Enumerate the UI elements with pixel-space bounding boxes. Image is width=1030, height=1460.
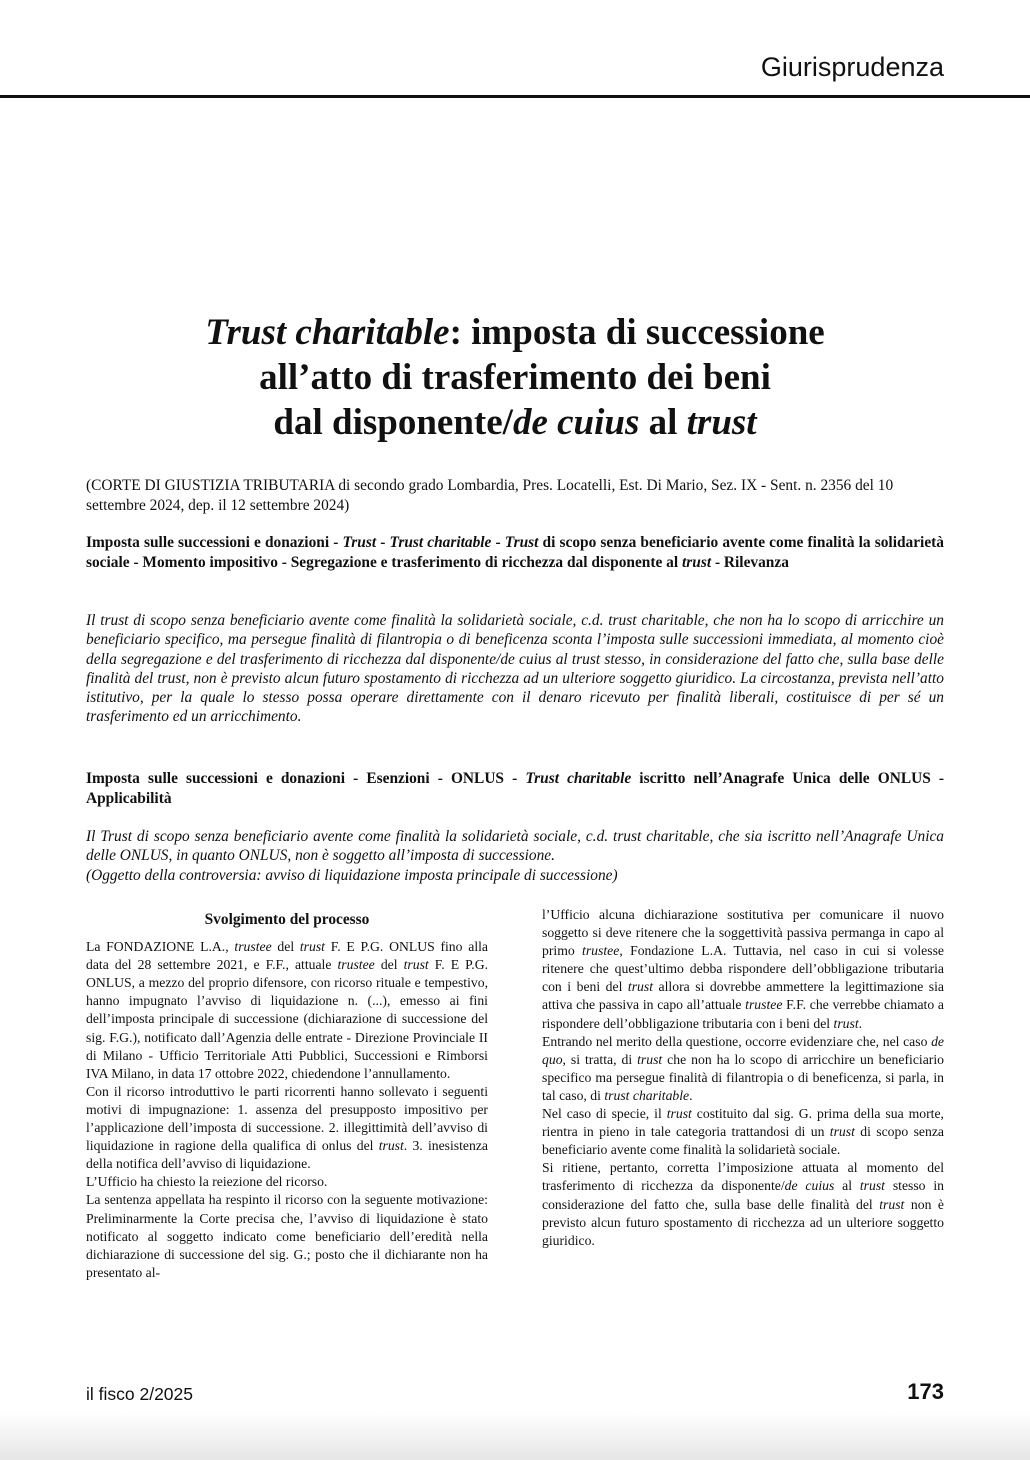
text-run: trust bbox=[637, 1051, 663, 1067]
text-run: trustee bbox=[582, 943, 620, 959]
keywords-2 bbox=[86, 769, 944, 808]
court-reference: (CORTE DI GIUSTIZIA TRIBUTARIA di secondo grado Lombardia, Pres. Locatelli, Est. Di Mario, Sez. IX - Sent. n. 2356 del 10 settembre 2024, dep. il 12 settembre 2024) bbox=[86, 477, 894, 514]
text-run: de quo bbox=[542, 1033, 944, 1067]
text-run: stesso in considerazione del fatto che, sulla base delle finalità del bbox=[542, 1178, 945, 1212]
text-run: trust bbox=[829, 1124, 855, 1140]
keyword-run: Imposta sulle successioni e donazioni - Esenzioni - ONLUS - bbox=[86, 770, 526, 787]
text-run: . bbox=[689, 1087, 693, 1103]
title-run: al bbox=[639, 402, 687, 443]
text-run: trust bbox=[378, 1138, 404, 1154]
text-run: Con il ricorso introduttivo le parti ricorrenti hanno sollevato i seguenti motivi di impugnazione: 1. assenza del presupposto impositivo per l’applicazione dell’imposta di successione. 2. illegittimità dell’avviso di liquidazione in ragione della qualifica di onlus del bbox=[86, 1083, 488, 1154]
text-run: allora si dovrebbe ammettere la legittimazione sia attiva che passiva in capo all’attuale bbox=[542, 979, 944, 1013]
keyword-run: Trust bbox=[504, 534, 539, 551]
keyword-run: Trust charitable bbox=[389, 534, 492, 551]
body-paragraph bbox=[542, 1159, 944, 1249]
body-column-right bbox=[542, 906, 944, 1250]
text-run: F. E P.G. ONLUS, a mezzo del proprio difensore, con ricorso rituale e tempestivo, hanno impugnato l’avviso di liquidazione n. (...), emesso ai fini dell’imposta principale di successione (dichiarazione di successione del sig. F.G.), notificato dall’Agenzia delle entrate - Direzione Provinciale II di Milano - Ufficio Territoriale Atti Pubblici, Successioni e Rimborsi IVA Milano, in data 17 ottobre 2022, chiedendone l’annullamento. bbox=[86, 957, 489, 1081]
text-run: . bbox=[858, 1015, 863, 1031]
title-run: de cuius bbox=[512, 402, 640, 443]
keyword-run: trust bbox=[682, 553, 712, 571]
section-label: Giurisprudenza bbox=[760, 52, 944, 82]
text-run: F.F. che verrebbe chiamato a rispondere dell’obbligazione tributaria con i beni del bbox=[542, 997, 944, 1031]
massima-2-text: Il Trust di scopo senza beneficiario avente come finalità la solidarietà sociale, c.d. trust charitable, che sia iscritto nell’Anagrafe Unica delle ONLUS, in quanto ONLUS, non è soggetto all’imposta di successione. bbox=[86, 828, 944, 865]
text-run: l’Ufficio alcuna dichiarazione sostitutiva per comunicare il nuovo soggetto si deve ritenere che la soggettività passiva permanga in capo al primo bbox=[542, 907, 944, 959]
text-run: trust charitable bbox=[604, 1087, 690, 1103]
text-run: , si tratta, di bbox=[562, 1051, 638, 1067]
body-paragraph bbox=[542, 1033, 944, 1105]
keywords-1 bbox=[86, 533, 944, 572]
keyword-run: - bbox=[376, 534, 390, 551]
text-run: trust bbox=[833, 1015, 859, 1031]
text-run: trust bbox=[627, 979, 654, 995]
text-run: del bbox=[271, 939, 300, 955]
body-column-left bbox=[86, 911, 488, 1282]
title-run: Trust charitable bbox=[205, 312, 450, 353]
text-run: costituito dal sig. G. prima della sua morte, rientra in pieno in tale categoria trattandosi di un bbox=[542, 1106, 944, 1140]
title-run: dal disponente/ bbox=[273, 402, 513, 443]
title-run: : imposta di successione bbox=[449, 312, 825, 353]
text-run: Si ritiene, pertanto, corretta l’imposizione attuata al momento del trasferimento di ricchezza da disponente/ bbox=[542, 1160, 944, 1194]
page-bottom-shade bbox=[0, 1412, 1030, 1460]
title-line bbox=[60, 355, 970, 400]
footer-page-number: 173 bbox=[907, 1379, 944, 1404]
article-title bbox=[60, 310, 970, 445]
keyword-run: - Rilevanza bbox=[711, 553, 789, 571]
text-run: La FONDAZIONE L.A., bbox=[86, 939, 235, 955]
text-run: de cuius bbox=[784, 1178, 835, 1194]
text-run: L’Ufficio ha chiesto la reiezione del ricorso. bbox=[86, 1174, 328, 1190]
body-paragraph bbox=[542, 906, 944, 1033]
keyword-run: Trust charitable bbox=[525, 770, 632, 787]
text-run: F. E P.G. ONLUS fino alla data del 28 settembre 2021, e F.F., attuale bbox=[86, 939, 488, 973]
massima-1: Il trust di scopo senza beneficiario avente come finalità la solidarietà sociale, c.d. trust charitable, che non ha lo scopo di arricchire un beneficiario specifico, ma persegue finalità di filantropia o di beneficenza sconta l’imposta sulle successioni immediata, al momento cioè della segregazione e del trasferimento di ricchezza dal disponente/de cuius al trust stesso, in considerazione del fatto che, sulla base delle finalità del trust, non è previsto alcun futuro spostamento di ricchezza ad un ulteriore soggetto giuridico. La circostanza, prevista nell’atto istitutivo, per la quale lo stesso possa operare direttamente con il denaro ricevuto per finalità liberali, costituisce di per sé un trasferimento ed un arricchimento. bbox=[86, 612, 944, 726]
keyword-run: Imposta sulle successioni e donazioni - bbox=[86, 534, 343, 551]
text-run: trustee bbox=[234, 939, 272, 955]
title-run: trust bbox=[686, 402, 757, 443]
body-paragraph bbox=[86, 1191, 488, 1281]
text-run: Nel caso di specie, il bbox=[542, 1106, 667, 1122]
text-run: Entrando nel merito della questione, occorre evidenziare che, nel caso bbox=[542, 1033, 932, 1049]
text-run: trust bbox=[666, 1106, 692, 1122]
text-run: di scopo senza beneficiario avente come finalità la solidarietà sociale. bbox=[542, 1124, 944, 1158]
text-run: non è previsto alcun futuro spostamento di ricchezza ad un ulteriore soggetto giuridico. bbox=[542, 1196, 945, 1248]
text-run: trust bbox=[859, 1178, 885, 1194]
body-paragraph bbox=[542, 1105, 944, 1159]
body-paragraph bbox=[86, 1173, 488, 1191]
left-paragraphs bbox=[86, 938, 488, 1282]
text-run: trust bbox=[299, 939, 325, 955]
keyword-run: di scopo senza beneficiario avente come finalità la solidarietà sociale - Momento impositivo - Segregazione e trasferimento di ricchezza dal disponente al bbox=[86, 534, 944, 571]
body-paragraph bbox=[86, 1083, 488, 1173]
text-run: trust bbox=[879, 1196, 905, 1212]
massima-2-note: (Oggetto della controversia: avviso di liquidazione imposta principale di successione) bbox=[86, 866, 618, 884]
text-run: La sentenza appellata ha respinto il ricorso con la seguente motivazione: Preliminarmente la Corte precisa che, l’avviso di liquidazione è stato notificato al soggetto indicato come beneficiario dell’eredità nella dichiarazione di successione del sig. G.; posto che il dichiarante non ha presentato al- bbox=[86, 1192, 488, 1280]
text-run: , Fondazione L.A. Tuttavia, nel caso in cui si volesse ritenere che quest’ultimo debba rispondere dell’obbligazione tributaria con i beni del bbox=[542, 943, 944, 995]
text-run: del bbox=[374, 957, 404, 973]
massima-2 bbox=[86, 827, 944, 885]
right-paragraphs bbox=[542, 906, 944, 1250]
keyword-run: Trust bbox=[342, 534, 377, 551]
body-paragraph bbox=[86, 938, 488, 1083]
text-run: trustee bbox=[337, 957, 375, 973]
footer-publication: il fisco 2/2025 bbox=[86, 1384, 194, 1404]
title-run: all’atto di trasferimento dei beni bbox=[259, 357, 771, 398]
header-rule bbox=[0, 95, 1030, 98]
text-run: . 3. inesistenza della notifica dell’avviso di liquidazione. bbox=[86, 1138, 488, 1172]
keyword-run: - bbox=[491, 534, 505, 551]
text-run: che non ha lo scopo di arricchire un beneficiario specifico ma persegue finalità di filantropia o di beneficenza, si parla, in tal caso, di bbox=[542, 1051, 944, 1103]
keyword-run: iscritto nell’Anagrafe Unica delle ONLUS - Applicabilità bbox=[86, 770, 944, 807]
section-heading: Svolgimento del processo bbox=[204, 911, 370, 928]
text-run: trust bbox=[403, 957, 429, 973]
title-line bbox=[60, 310, 970, 355]
text-run: al bbox=[834, 1178, 860, 1194]
text-run: trustee bbox=[745, 997, 783, 1013]
title-line bbox=[60, 400, 970, 445]
